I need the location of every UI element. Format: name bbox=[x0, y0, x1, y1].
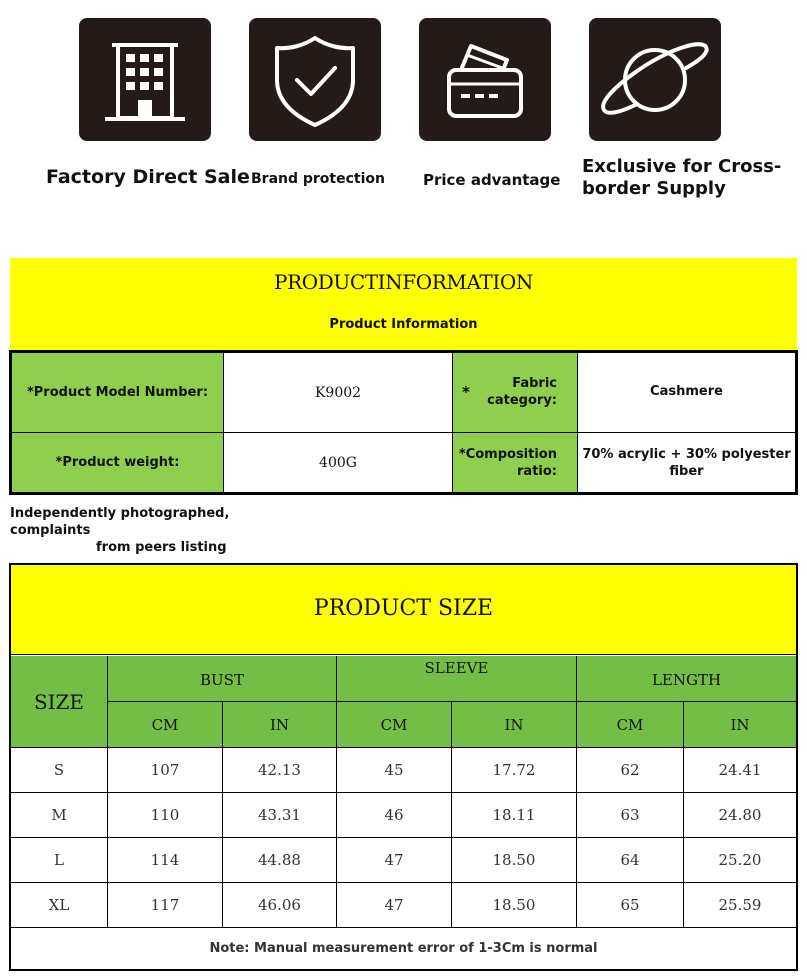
size-cell-size: L bbox=[11, 838, 108, 883]
credit-card-icon bbox=[419, 18, 551, 141]
size-cell-sleeve-cm: 47 bbox=[337, 838, 452, 883]
model-number-value: K9002 bbox=[224, 353, 453, 433]
product-size-title: PRODUCT SIZE bbox=[313, 596, 494, 621]
sleeve-in-header: IN bbox=[452, 702, 577, 748]
size-cell-length-cm: 63 bbox=[577, 793, 684, 838]
product-weight-value: 400G bbox=[224, 433, 453, 492]
size-cell-sleeve-in: 17.72 bbox=[452, 748, 577, 793]
product-info-banner bbox=[10, 258, 797, 350]
size-cell-sleeve-cm: 45 bbox=[337, 748, 452, 793]
composition-ratio-label: *Composition ratio: bbox=[453, 433, 578, 492]
length-in-header: IN bbox=[684, 702, 796, 748]
fabric-category-label: * Fabric category: bbox=[453, 353, 578, 433]
size-cell-bust-in: 43.31 bbox=[223, 793, 337, 838]
product-weight-label: *Product weight: bbox=[12, 433, 224, 492]
size-cell-bust-in: 46.06 bbox=[223, 883, 337, 928]
product-info-title: PRODUCTINFORMATION bbox=[274, 270, 533, 294]
size-cell-sleeve-cm: 46 bbox=[337, 793, 452, 838]
shield-check-icon bbox=[249, 18, 381, 141]
length-cm-header: CM bbox=[577, 702, 684, 748]
size-cell-length-in: 24.41 bbox=[684, 748, 796, 793]
sleeve-group-header: SLEEVE bbox=[337, 656, 577, 702]
size-cell-sleeve-in: 18.50 bbox=[452, 883, 577, 928]
size-cell-length-cm: 65 bbox=[577, 883, 684, 928]
product-size-table bbox=[9, 563, 798, 971]
size-cell-bust-in: 42.13 bbox=[223, 748, 337, 793]
feature-label-brand: Brand protection bbox=[251, 171, 385, 187]
bust-group-header: BUST bbox=[108, 656, 337, 702]
size-cell-length-cm: 62 bbox=[577, 748, 684, 793]
size-cell-length-cm: 64 bbox=[577, 838, 684, 883]
sleeve-cm-header: CM bbox=[337, 702, 452, 748]
feature-label-price: Price advantage bbox=[423, 171, 561, 189]
size-cell-sleeve-cm: 47 bbox=[337, 883, 452, 928]
size-cell-size: S bbox=[11, 748, 108, 793]
product-info-subtitle: Product Information bbox=[329, 317, 478, 332]
size-cell-bust-cm: 114 bbox=[108, 838, 223, 883]
size-cell-length-in: 25.20 bbox=[684, 838, 796, 883]
size-cell-length-in: 24.80 bbox=[684, 793, 796, 838]
length-group-header: LENGTH bbox=[577, 656, 796, 702]
size-cell-bust-cm: 117 bbox=[108, 883, 223, 928]
planet-icon bbox=[589, 18, 721, 141]
size-cell-length-in: 25.59 bbox=[684, 883, 796, 928]
composition-ratio-value: 70% acrylic + 30% polyester fiber bbox=[582, 446, 791, 479]
size-cell-bust-cm: 110 bbox=[108, 793, 223, 838]
feature-label-factory: Factory Direct Sale bbox=[46, 166, 250, 188]
size-cell-bust-in: 44.88 bbox=[223, 838, 337, 883]
model-number-label: *Product Model Number: bbox=[12, 353, 224, 433]
product-size-banner bbox=[11, 565, 796, 655]
fabric-category-value: Cashmere bbox=[578, 353, 795, 433]
listing-note: Independently photographed, complaints from peers listing bbox=[10, 506, 230, 555]
size-cell-sleeve-in: 18.50 bbox=[452, 838, 577, 883]
size-column-header: SIZE bbox=[11, 656, 108, 748]
size-cell-bust-cm: 107 bbox=[108, 748, 223, 793]
product-info-table bbox=[9, 350, 798, 495]
size-cell-size: M bbox=[11, 793, 108, 838]
building-icon bbox=[79, 18, 211, 141]
bust-cm-header: CM bbox=[108, 702, 223, 748]
size-cell-sleeve-in: 18.11 bbox=[452, 793, 577, 838]
measurement-note: Note: Manual measurement error of 1-3Cm is normal bbox=[209, 940, 598, 956]
feature-label-cross-border: Exclusive for Cross- border Supply bbox=[582, 156, 782, 199]
bust-in-header: IN bbox=[223, 702, 337, 748]
size-cell-size: XL bbox=[11, 883, 108, 928]
